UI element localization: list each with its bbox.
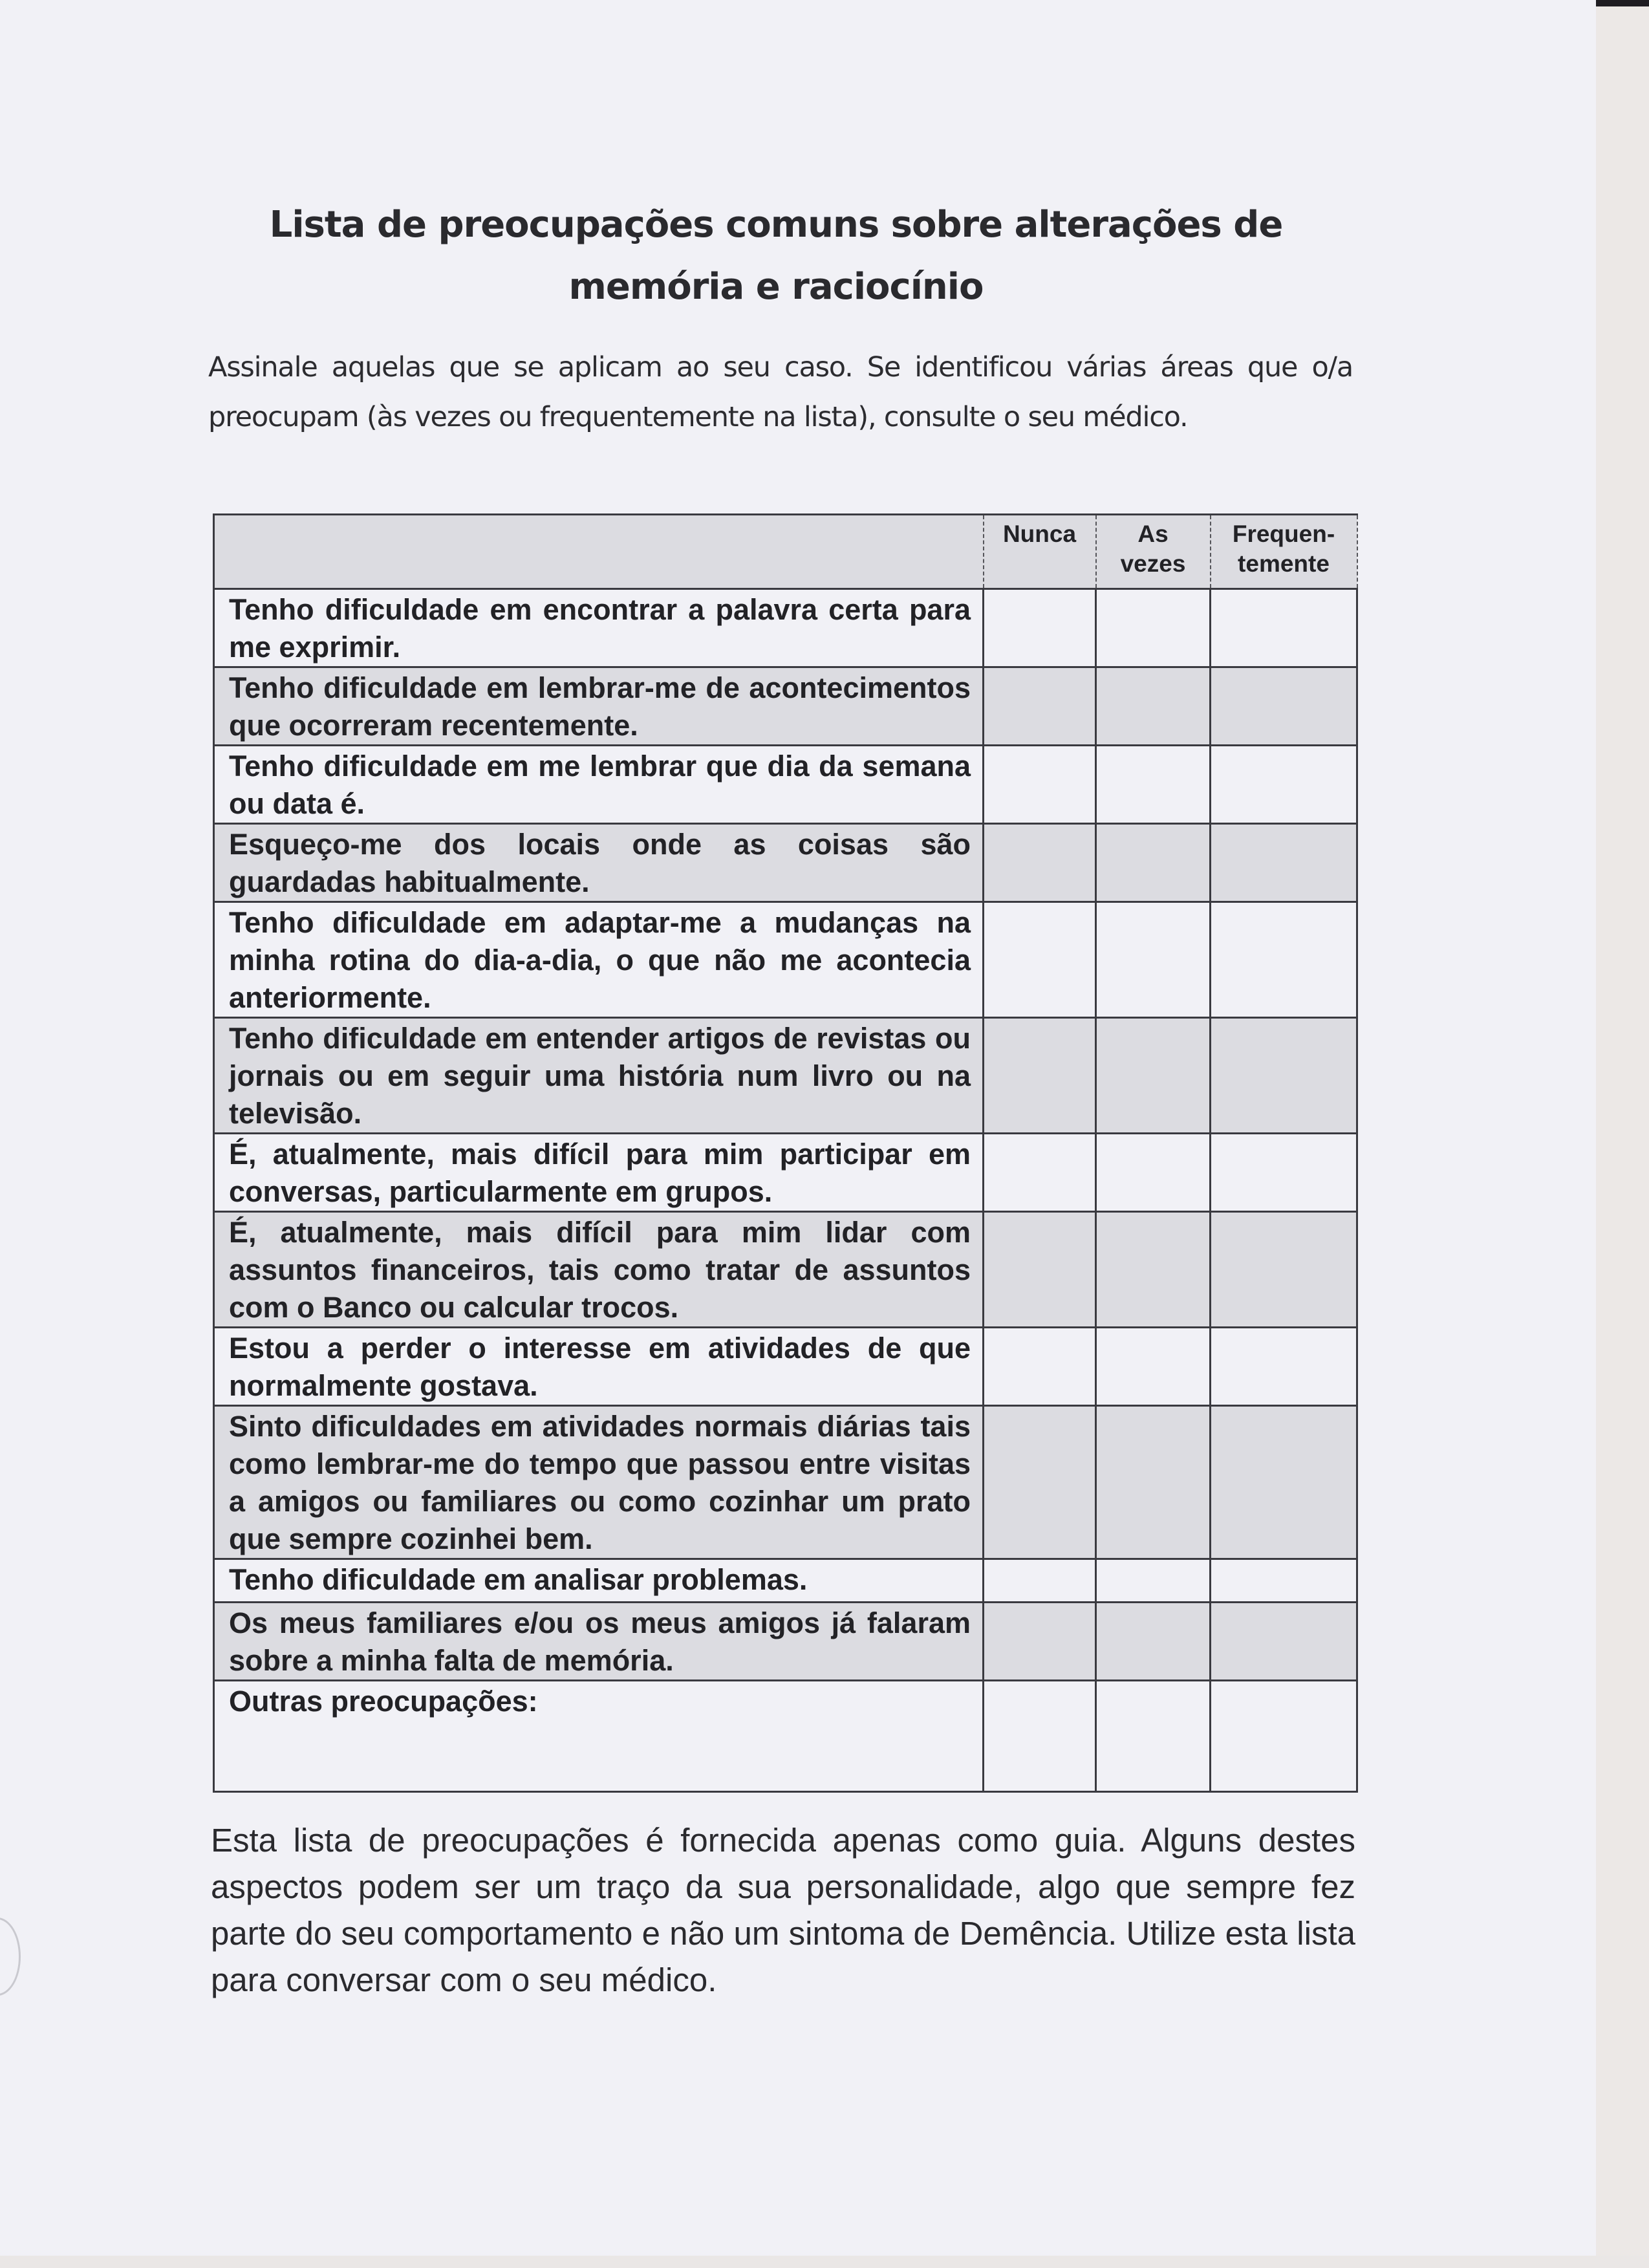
checkbox-cell-never[interactable] bbox=[984, 589, 1096, 667]
footer-note: Esta lista de preocupações é fornecida apenas como guia. Alguns destes aspectos podem ser um traço da sua personalidade, algo que sempre fez parte do seu comportamento e não um sintoma de Demência. Utilize esta lista para conversar com o seu médico. bbox=[211, 1822, 1355, 1998]
checkbox-cell-sometimes[interactable] bbox=[1096, 1406, 1211, 1559]
checkbox-cell-sometimes[interactable] bbox=[1096, 824, 1211, 902]
checkbox-cell-sometimes[interactable] bbox=[1096, 1212, 1211, 1328]
header-sometimes bbox=[1096, 515, 1211, 589]
checkbox-cell-never[interactable] bbox=[984, 1212, 1096, 1328]
header-sometimes-line-1: As bbox=[1137, 521, 1169, 547]
table-row bbox=[214, 1681, 1357, 1792]
table-row bbox=[214, 1406, 1357, 1559]
checkbox-cell-sometimes[interactable] bbox=[1096, 1559, 1211, 1603]
checkbox-cell-often[interactable] bbox=[1211, 1681, 1357, 1792]
title-line-2: memória e raciocínio bbox=[568, 266, 984, 308]
checkbox-cell-often[interactable] bbox=[1211, 589, 1357, 667]
header-often bbox=[1211, 515, 1357, 589]
intro-paragraph: Assinale aquelas que se aplicam ao seu caso. Se identificou várias áreas que o/a preocupam (às vezes ou frequentemente na lista), consulte o seu médico. bbox=[208, 351, 1353, 433]
checkbox-cell-sometimes[interactable] bbox=[1096, 902, 1211, 1018]
table-row bbox=[214, 1328, 1357, 1406]
checkbox-cell-never[interactable] bbox=[984, 1328, 1096, 1406]
table-row bbox=[214, 589, 1357, 667]
checkbox-cell-often[interactable] bbox=[1211, 667, 1357, 746]
checkbox-cell-sometimes[interactable] bbox=[1096, 746, 1211, 824]
checkbox-cell-often[interactable] bbox=[1211, 1406, 1357, 1559]
page-title bbox=[194, 194, 1358, 318]
checkbox-cell-often[interactable] bbox=[1211, 824, 1357, 902]
concern-text: Tenho dificuldade em entender artigos de revistas ou jornais ou em seguir uma história num livro ou na televisão. bbox=[214, 1018, 984, 1134]
checkbox-cell-never[interactable] bbox=[984, 667, 1096, 746]
table-row bbox=[214, 1559, 1357, 1603]
checkbox-cell-sometimes[interactable] bbox=[1096, 1018, 1211, 1134]
checkbox-cell-often[interactable] bbox=[1211, 1559, 1357, 1603]
scan-edge-dark bbox=[1596, 0, 1649, 6]
header-never-label: Nunca bbox=[1002, 521, 1077, 547]
checkbox-cell-sometimes[interactable] bbox=[1096, 667, 1211, 746]
concerns-table bbox=[213, 513, 1358, 1793]
checkbox-cell-sometimes[interactable] bbox=[1096, 1134, 1211, 1212]
header-often-line-1: Frequen- bbox=[1232, 521, 1335, 547]
checkbox-cell-sometimes[interactable] bbox=[1096, 589, 1211, 667]
concern-text: Tenho dificuldade em analisar problemas. bbox=[214, 1559, 984, 1603]
concern-text: É, atualmente, mais difícil para mim participar em conversas, particularmente em grupos. bbox=[214, 1134, 984, 1212]
concern-text: Estou a perder o interesse em atividades de que normalmente gostava. bbox=[214, 1328, 984, 1406]
checkbox-cell-often[interactable] bbox=[1211, 1212, 1357, 1328]
checkbox-cell-often[interactable] bbox=[1211, 1328, 1357, 1406]
checkbox-cell-never[interactable] bbox=[984, 902, 1096, 1018]
concern-text: Tenho dificuldade em me lembrar que dia da semana ou data é. bbox=[214, 746, 984, 824]
header-often-line-2: temente bbox=[1238, 550, 1330, 577]
checkbox-cell-never[interactable] bbox=[984, 1681, 1096, 1792]
header-concern bbox=[214, 515, 984, 589]
checkbox-cell-often[interactable] bbox=[1211, 1603, 1357, 1681]
checkbox-cell-never[interactable] bbox=[984, 1018, 1096, 1134]
header-sometimes-line-2: vezes bbox=[1120, 550, 1186, 577]
concern-text: Tenho dificuldade em adaptar-me a mudanças na minha rotina do dia-a-dia, o que não me acontecia anteriormente. bbox=[214, 902, 984, 1018]
table-row bbox=[214, 1134, 1357, 1212]
concern-text: Sinto dificuldades em atividades normais diárias tais como lembrar-me do tempo que passou entre visitas a amigos ou familiares ou como cozinhar um prato que sempre cozinhei bem. bbox=[214, 1406, 984, 1559]
table-row bbox=[214, 746, 1357, 824]
checkbox-cell-never[interactable] bbox=[984, 1406, 1096, 1559]
concern-text: Outras preocupações: bbox=[214, 1681, 984, 1792]
concern-text: Tenho dificuldade em lembrar-me de acontecimentos que ocorreram recentemente. bbox=[214, 667, 984, 746]
checkbox-cell-often[interactable] bbox=[1211, 1018, 1357, 1134]
checkbox-cell-sometimes[interactable] bbox=[1096, 1328, 1211, 1406]
table-header-row bbox=[214, 515, 1357, 589]
checkbox-cell-often[interactable] bbox=[1211, 746, 1357, 824]
table-row bbox=[214, 824, 1357, 902]
table-row bbox=[214, 667, 1357, 746]
table-row bbox=[214, 1212, 1357, 1328]
checkbox-cell-often[interactable] bbox=[1211, 1134, 1357, 1212]
concern-text: Os meus familiares e/ou os meus amigos já falaram sobre a minha falta de memória. bbox=[214, 1603, 984, 1681]
title-line-1: Lista de preocupações comuns sobre alterações de bbox=[269, 204, 1283, 246]
checkbox-cell-never[interactable] bbox=[984, 1603, 1096, 1681]
scan-edge bbox=[1596, 0, 1649, 2268]
table-row bbox=[214, 1018, 1357, 1134]
checkbox-cell-often[interactable] bbox=[1211, 902, 1357, 1018]
checkbox-cell-never[interactable] bbox=[984, 746, 1096, 824]
concern-text: Tenho dificuldade em encontrar a palavra certa para me exprimir. bbox=[214, 589, 984, 667]
table-row bbox=[214, 902, 1357, 1018]
concern-text: É, atualmente, mais difícil para mim lidar com assuntos financeiros, tais como tratar de assuntos com o Banco ou calcular trocos. bbox=[214, 1212, 984, 1328]
table-row bbox=[214, 1603, 1357, 1681]
concern-text: Esqueço-me dos locais onde as coisas são guardadas habitualmente. bbox=[214, 824, 984, 902]
checkbox-cell-never[interactable] bbox=[984, 824, 1096, 902]
scan-edge-bottom bbox=[0, 2256, 1649, 2268]
checkbox-cell-sometimes[interactable] bbox=[1096, 1681, 1211, 1792]
checkbox-cell-never[interactable] bbox=[984, 1559, 1096, 1603]
checkbox-cell-sometimes[interactable] bbox=[1096, 1603, 1211, 1681]
header-never bbox=[984, 515, 1096, 589]
checkbox-cell-never[interactable] bbox=[984, 1134, 1096, 1212]
